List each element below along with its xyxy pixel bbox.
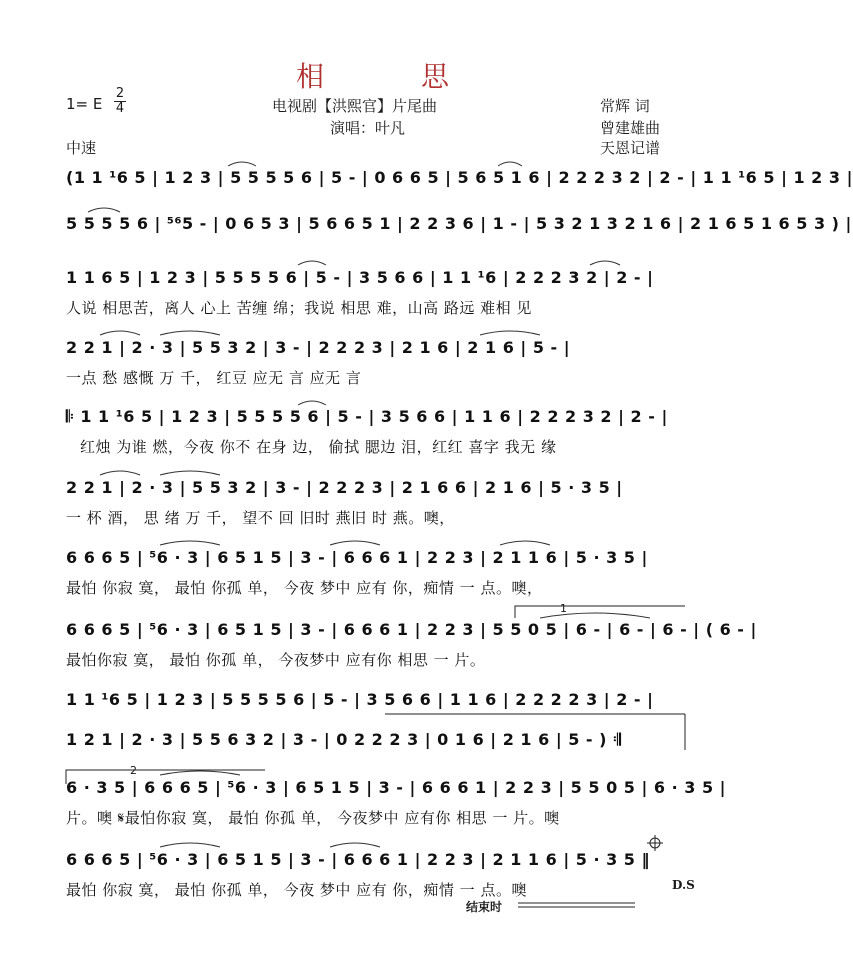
score-line-2: 5 5 5 5 6 | ⁵⁶5 - | 0 6 5 3 | 5 6 6 5 1 | 2 2 3 6 | 1 - | 5 3 2 1 3 2 1 6 | 2 1 6 5 1 6 5 3 ) |	[66, 214, 852, 233]
score-line-3: 1 1 6 5 | 1 2 3 | 5 5 5 5 6 | 5 - | 3 5 6 6 | 1 1 ¹6 | 2 2 2 3 2 | 2 - |	[66, 268, 654, 287]
score-line-9: 1 1 ¹6 5 | 1 2 3 | 5 5 5 5 6 | 5 - | 3 5 6 6 | 1 1 6 | 2 2 2 2 3 | 2 - |	[66, 690, 654, 709]
subtitle: 电视剧【洪熙官】片尾曲	[272, 97, 438, 115]
lyric-line-6: 一 杯 酒， 思 绪 万 千， 望不 回 旧时 燕旧 时 燕。噢，	[66, 509, 455, 527]
lyric-line-12: 最怕 你寂 寞， 最怕 你孤 单， 今夜 梦中 应有 你，痴情 一 点。噢	[66, 881, 527, 899]
score-line-1: (1 1 ¹6 5 | 1 2 3 | 5 5 5 5 6 | 5 - | 0 6 6 5 | 5 6 5 1 6 | 2 2 2 3 2 | 2 - | 1 1 ¹6 5 | 1 2 3 |	[66, 168, 853, 187]
score-line-5: 𝄆 1 1 ¹6 5 | 1 2 3 | 5 5 5 5 6 | 5 - | 3 5 6 6 | 1 1 6 | 2 2 2 3 2 | 2 - |	[66, 407, 668, 426]
score-line-8: 6 6 6 5 | ⁵6 · 3 | 6 5 1 5 | 3 - | 6 6 6 1 | 2 2 3 | 5 5 0 5 | 6 - | 6 - | 6 - | ( 6 - |	[66, 620, 757, 639]
volta-1-bracket	[385, 606, 685, 750]
key-signature: 1= E	[66, 95, 103, 113]
score-line-4: 2 2 1 | 2 · 3 | 5 5 3 2 | 3 - | 2 2 2 3 | 2 1 6 | 2 1 6 | 5 - |	[66, 338, 571, 357]
transcriber-credit: 天恩记谱	[600, 139, 661, 157]
lyric-line-11: 片。噢 𝄋最怕你寂 寞， 最怕 你孤 单， 今夜梦中 应有你 相思 一 片。噢	[66, 809, 560, 827]
lyric-line-4: 一点 愁 感慨 万 千， 红豆 应无 言 应无 言	[66, 369, 362, 387]
tempo: 中速	[66, 139, 97, 157]
lyric-line-8: 最怕你寂 寞， 最怕 你孤 单， 今夜梦中 应有你 相思 一 片。	[66, 651, 486, 669]
ending-lines	[518, 903, 635, 907]
volta-2-label: 2	[130, 764, 137, 777]
singer: 演唱：叶凡	[330, 119, 406, 137]
lyric-line-3: 人说 相思苦，离人 心上 苦缠 绵；我说 相思 难，山高 路远 难相 见	[66, 299, 532, 317]
time-sig-bottom: 4	[115, 101, 125, 116]
score-line-6: 2 2 1 | 2 · 3 | 5 5 3 2 | 3 - | 2 2 2 3 | 2 1 6 6 | 2 1 6 | 5 · 3 5 |	[66, 478, 623, 497]
volta-2-bracket	[66, 770, 265, 784]
composer-credit: 曾建雄曲	[600, 119, 661, 137]
time-sig-top: 2	[115, 86, 125, 101]
lyric-line-5: 红烛 为谁 燃，今夜 你不 在身 边， 偷拭 腮边 泪，红红 喜字 我无 缘	[80, 438, 557, 456]
ds-marking: D.S	[672, 878, 695, 892]
score-line-7: 6 6 6 5 | ⁵6 · 3 | 6 5 1 5 | 3 - | 6 6 6 1 | 2 2 3 | 2 1 1 6 | 5 · 3 5 |	[66, 548, 648, 567]
score-line-10: 1 2 1 | 2 · 3 | 5 5 6 3 2 | 3 - | 0 2 2 2 3 | 0 1 6 | 2 1 6 | 5 - ) 𝄇	[66, 730, 622, 749]
ending-label: 结束时	[466, 900, 503, 914]
lyricist-credit: 常辉 词	[600, 97, 650, 115]
slur-marks	[88, 162, 650, 847]
page-title: 相 思	[296, 60, 493, 93]
coda-icon	[647, 835, 663, 851]
volta-1-label: 1	[560, 602, 567, 615]
score-line-11: 6 · 3 5 | 6 6 6 5 | ⁵6 · 3 | 6 5 1 5 | 3 - | 6 6 6 1 | 2 2 3 | 5 5 0 5 | 6 · 3 5 |	[66, 778, 727, 797]
lyric-line-7: 最怕 你寂 寞， 最怕 你孤 单， 今夜 梦中 应有 你，痴情 一 点。噢，	[66, 579, 543, 597]
score-line-12: 6 6 6 5 | ⁵6 · 3 | 6 5 1 5 | 3 - | 6 6 6 1 | 2 2 3 | 2 1 1 6 | 5 · 3 5 ‖	[66, 850, 650, 869]
